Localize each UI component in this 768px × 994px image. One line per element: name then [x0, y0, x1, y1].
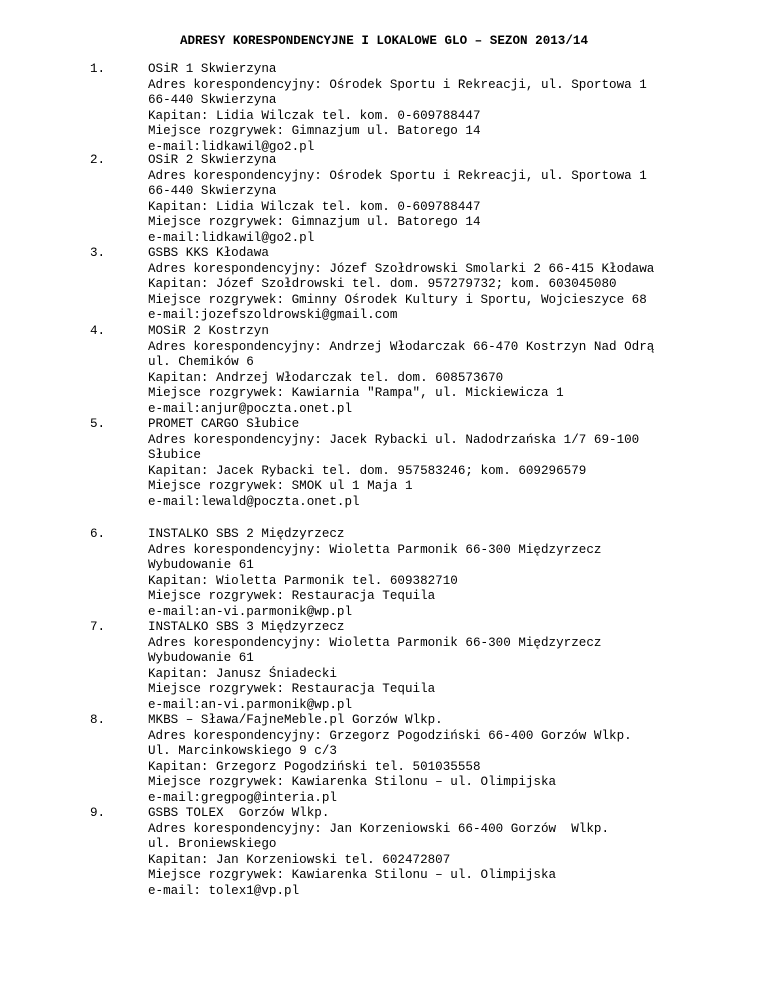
- email-line: e-mail:an-vi.parmonik@wp.pl: [148, 697, 353, 712]
- entry-number: 8.: [90, 713, 106, 727]
- entry-number: 7.: [90, 620, 106, 634]
- team-name: GSBS TOLEX Gorzów Wlkp.: [148, 806, 330, 820]
- captain-line: Kapitan: Józef Szołdrowski tel. dom. 957279732; kom. 603045080: [148, 277, 617, 292]
- email-line: e-mail:gregpog@interia.pl: [148, 790, 337, 805]
- entry-lines: [148, 620, 601, 714]
- address-line: Ul. Marcinkowskiego 9 c/3: [148, 744, 337, 759]
- entry-number: 2.: [90, 153, 106, 167]
- email-line: e-mail:lidkawil@go2.pl: [148, 230, 315, 245]
- captain-line: Kapitan: Jacek Rybacki tel. dom. 957583246; kom. 609296579: [148, 463, 587, 478]
- captain-line: Kapitan: Janusz Śniadecki: [148, 666, 337, 681]
- address-line: ul. Broniewskiego: [148, 837, 277, 852]
- address-line: Adres korespondencyjny: Ośrodek Sportu i Rekreacji, ul. Sportowa 1: [148, 168, 647, 183]
- entry-lines: [148, 324, 654, 418]
- email-line: e-mail:lidkawil@go2.pl: [148, 139, 315, 154]
- captain-line: Kapitan: Grzegorz Pogodziński tel. 501035558: [148, 759, 481, 774]
- address-line: Adres korespondencyjny: Jan Korzeniowski 66-400 Gorzów Wlkp.: [148, 821, 610, 836]
- entry-lines: [148, 713, 632, 807]
- email-line: e-mail:lewald@poczta.onet.pl: [148, 494, 360, 509]
- entry-lines: [148, 153, 647, 247]
- address-line: Adres korespondencyjny: Wioletta Parmonik 66-300 Międzyrzecz: [148, 542, 602, 557]
- address-line: Wybudowanie 61: [148, 558, 254, 573]
- team-name: MKBS – Sława/FajneMeble.pl Gorzów Wlkp.: [148, 713, 443, 727]
- email-line: e-mail: tolex1@vp.pl: [148, 883, 300, 898]
- team-name: MOSiR 2 Kostrzyn: [148, 324, 269, 338]
- entry-lines: [148, 527, 601, 621]
- address-line: 66-440 Skwierzyna: [148, 93, 277, 108]
- captain-line: Kapitan: Wioletta Parmonik tel. 609382710: [148, 573, 458, 588]
- email-line: e-mail:an-vi.parmonik@wp.pl: [148, 604, 353, 619]
- captain-line: Kapitan: Andrzej Włodarczak tel. dom. 608573670: [148, 370, 504, 385]
- venue-line: Miejsce rozgrywek: Kawiarnia "Rampa", ul. Mickiewicza 1: [148, 386, 564, 401]
- team-name: OSiR 1 Skwierzyna: [148, 62, 277, 76]
- entry-number: 5.: [90, 417, 106, 431]
- entry-lines: [148, 417, 639, 511]
- team-name: INSTALKO SBS 2 Międzyrzecz: [148, 527, 345, 541]
- entry-lines: [148, 806, 609, 900]
- team-name: INSTALKO SBS 3 Międzyrzecz: [148, 620, 345, 634]
- team-name: PROMET CARGO Słubice: [148, 417, 300, 431]
- entry-number: 1.: [90, 62, 106, 76]
- captain-line: Kapitan: Lidia Wilczak tel. kom. 0-609788447: [148, 108, 481, 123]
- email-line: e-mail:anjur@poczta.onet.pl: [148, 401, 353, 416]
- team-name: GSBS KKS Kłodawa: [148, 246, 269, 260]
- venue-line: Miejsce rozgrywek: SMOK ul 1 Maja 1: [148, 479, 413, 494]
- email-line: e-mail:jozefszoldrowski@gmail.com: [148, 308, 398, 323]
- address-line: Adres korespondencyjny: Ośrodek Sportu i Rekreacji, ul. Sportowa 1: [148, 77, 647, 92]
- entry-number: 6.: [90, 527, 106, 541]
- venue-line: Miejsce rozgrywek: Kawiarenka Stilonu – ul. Olimpijska: [148, 775, 557, 790]
- address-line: Wybudowanie 61: [148, 651, 254, 666]
- address-line: ul. Chemików 6: [148, 355, 254, 370]
- entry-number: 9.: [90, 806, 106, 820]
- venue-line: Miejsce rozgrywek: Restauracja Tequila: [148, 589, 436, 604]
- venue-line: Miejsce rozgrywek: Restauracja Tequila: [148, 682, 436, 697]
- address-line: Adres korespondencyjny: Jacek Rybacki ul. Nadodrzańska 1/7 69-100: [148, 432, 640, 447]
- entry-number: 4.: [90, 324, 106, 338]
- address-line: Adres korespondencyjny: Józef Szołdrowski Smolarki 2 66-415 Kłodawa: [148, 261, 655, 276]
- address-line: Słubice: [148, 448, 201, 463]
- captain-line: Kapitan: Lidia Wilczak tel. kom. 0-609788447: [148, 199, 481, 214]
- venue-line: Miejsce rozgrywek: Gimnazjum ul. Batorego 14: [148, 124, 481, 139]
- venue-line: Miejsce rozgrywek: Kawiarenka Stilonu – ul. Olimpijska: [148, 868, 557, 883]
- address-line: Adres korespondencyjny: Grzegorz Pogodziński 66-400 Gorzów Wlkp.: [148, 728, 632, 743]
- team-name: OSiR 2 Skwierzyna: [148, 153, 277, 167]
- document-title: ADRESY KORESPONDENCYJNE I LOKALOWE GLO – SEZON 2013/14: [179, 34, 589, 48]
- address-line: 66-440 Skwierzyna: [148, 184, 277, 199]
- entry-number: 3.: [90, 246, 106, 260]
- captain-line: Kapitan: Jan Korzeniowski tel. 602472807: [148, 852, 451, 867]
- venue-line: Miejsce rozgrywek: Gimnazjum ul. Batorego 14: [148, 215, 481, 230]
- venue-line: Miejsce rozgrywek: Gminny Ośrodek Kultury i Sportu, Wojcieszyce 68: [148, 292, 647, 307]
- entry-lines: [148, 246, 654, 324]
- address-line: Adres korespondencyjny: Andrzej Włodarczak 66-470 Kostrzyn Nad Odrą: [148, 339, 655, 354]
- entry-lines: [148, 62, 647, 156]
- address-line: Adres korespondencyjny: Wioletta Parmonik 66-300 Międzyrzecz: [148, 635, 602, 650]
